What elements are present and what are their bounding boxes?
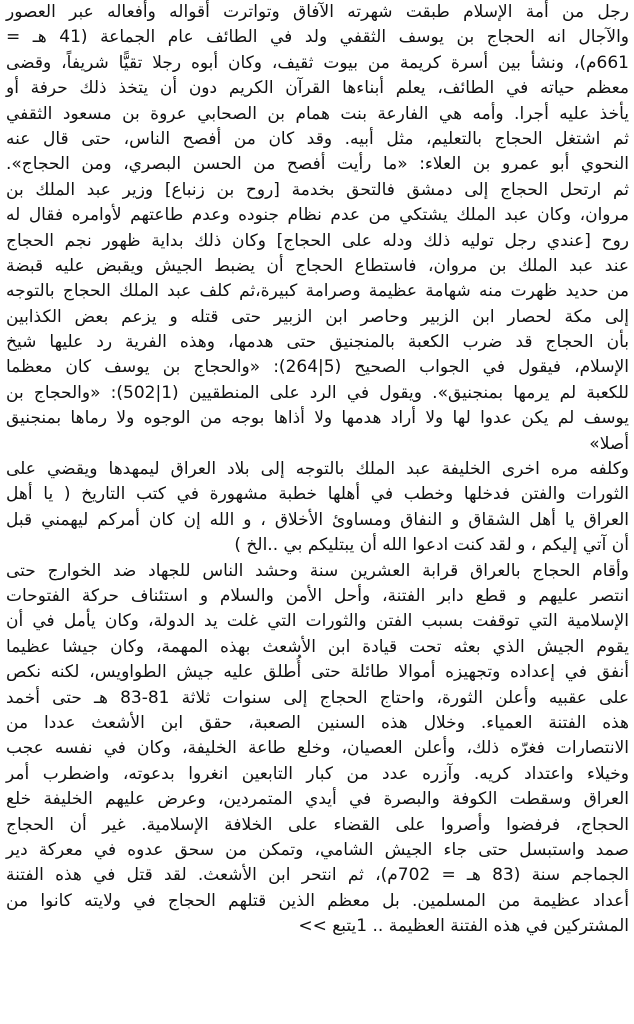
- text-line: الجماجم سنة (83 هـ = 702م)، ثم انتحر ابن الأشعث. لقد قتل في هذه الفتنة: [6, 865, 630, 886]
- text-line: أصلا»: [589, 433, 629, 454]
- text-line: بأن الحجاج قد ضرب الكعبة بالمنجنيق حتى هدمها، وهذه الفرية رد عليها شيخ: [6, 332, 629, 353]
- text-line: للكعبة لم يرمها بمنجنيق». ويقول في الرد على المنطقيين (1|502): «والحجاج بن: [6, 382, 629, 403]
- text-line: من حديد ظهرت منه شهامة عظيمة وصرامة كبيرة،ثم كلف عبد الملك الحجاج بالتوجه: [6, 281, 629, 302]
- text-line: على عقبيه وأعلن الثورة، واحتاج الحجاج إلى سنوات ثلاثة 81-83 هـ حتى أخمد: [6, 687, 629, 708]
- text-line: وخيلاء واعتداد كريه. وآزره عدد من كبار التابعين انغروا بدعوته، واضطرب أمر: [6, 763, 629, 784]
- text-line: ثم اشتغل الحجاج بالتعليم، مثل أبيه. وقد كان من أفصح الناس، حتى قال عنه: [6, 128, 629, 149]
- text-line: ثم ارتحل الحجاج إلى دمشق فالتحق بخدمة [روح بن زنباع] وزير عبد الملك بن: [6, 179, 629, 200]
- paragraph-rebellion: [6, 559, 629, 940]
- text-line: الإسلامية التي توقفت بسبب الفتن والثورات التي غلت يد الدولة، وكان يأمل في أن: [6, 611, 629, 632]
- text-line: يقوم الجيش الذي بعثه تحت قيادة ابن الأشعث بهذه المهمة، وكان جيشا عظيما: [6, 636, 629, 657]
- text-line: الحجاج، فرفضوا وأصروا على القضاء على الخلافة الإسلامية. غير أن الحجاج: [6, 814, 629, 835]
- text-line: المشتركين في هذه الفتنة العظيمة .. 1يتبع >>: [298, 916, 629, 937]
- text-line: العراق وسقطت الكوفة والبصرة في أيدي المتمردين، وعرض عليهم الخليفة خلع: [6, 789, 629, 810]
- text-line: معظم حياته في الطائف، يعلم أبناءها القرآن الكريم دون أن يتخذ ذلك حرفة أو: [6, 78, 629, 99]
- text-line: مروان، وكان عبد الملك يشتكي من عدم نظام جنوده وعدم طاعتهم لأوامره فقال له: [6, 205, 629, 226]
- text-line: رجل من أمة الإسلام طبقت شهرته الآفاق وتواترت أقواله وأفعاله عبر العصور: [6, 2, 629, 22]
- text-line: إلى مكة لحصار ابن الزبير وحاصر ابن الزبير حتى قتله و يزعم بعض الكذابين: [6, 306, 629, 327]
- text-line: والآجال انه الحجاج بن يوسف الثقفي ولد في الطائف عام الجماعة (41 هـ =: [6, 27, 630, 48]
- text-line: الثورات والفتن فدخلها وخطب في أهلها خطبة مشهورة في كتب التاريخ ( يا أهل: [6, 484, 629, 505]
- text-line: أعداد عظيمة من المسلمين. بل معظم الذين قتلهم الحجاج في ولايته كانوا من: [6, 890, 629, 911]
- text-line: يوسف لم يكن عدوا لها ولا أراد هدمها ولا أذاها بوجه من الوجوه ولا رماها بمنجنيق: [6, 408, 629, 429]
- text-line: روح [عندي رجل توليه ذلك ودله على الحجاج] وكان ذلك بداية ظهور نجم الحجاج: [6, 230, 629, 251]
- text-line: الانتصارات فغرّه ذلك، وأعلن العصيان، وخلع طاعة الخليفة، وكان في نفسه عجب: [6, 738, 629, 759]
- text-line: صمد واستبسل حتى جاء الجيش الشامي، وتمكن من سحق عدوه في معركة دير: [6, 839, 629, 860]
- text-line: 661م)، ونشأ بين أسرة كريمة من بيوت ثقيف، وكان أبوه رجلا تقيًّا شريفاً، وقضى: [6, 52, 629, 73]
- text-line: النحوي أبو عمرو بن العلاء: «ما رأيت أفصح من الحسن البصري، ومن الحجاج».: [6, 154, 629, 175]
- text-line: العراق يا أهل الشقاق و النفاق ومساوئ الأخلاق ، و الله إن كان أمركم ليهمني قبل: [6, 509, 629, 530]
- text-line: وكلفه مره اخرى الخليفة عبد الملك بالتوجه إلى بلاد العراق ليمهدها ويقضي على: [6, 459, 629, 480]
- text-line: وأقام الحجاج بالعراق قرابة العشرين سنة وحشد الناس للجهاد ضد الخوارج حتى: [6, 560, 629, 581]
- paragraph-iraq: [6, 457, 629, 559]
- text-line: انتصر عليهم و قطع دابر الفتنة، وأحل الأمن والسلام و استئناف حركة الفتوحات: [6, 585, 629, 606]
- text-line: الإسلام، فيقول في الجواب الصحيح (5|264): «والحجاج بن يوسف كان معظما: [6, 357, 629, 378]
- paragraph-intro: [6, 0, 629, 457]
- text-line: يأخذ عليه أجرا. وأمه هي الفارعة بنت همام بن الصحابي عروة بن مسعود الثقفي: [6, 103, 629, 124]
- text-line: أنفق في إعداده وتجهيزه أموالا طائلة حتى أُطلق عليه جيش الطواويس، لكنه نكص: [6, 662, 629, 683]
- text-line: أن آتي إليكم ، و لقد كنت ادعوا الله أن يبتليكم بي ..الخ ): [234, 535, 629, 556]
- text-line: هذه الفتنة العمياء. وخلال هذه السنين الصعبة، حقق ابن الأشعث عددا من: [6, 712, 629, 733]
- text-line: عند عبد الملك بن مروان، فاستطاع الحجاج أن يضبط الجيش ويقبض عليه قبضة: [6, 255, 629, 276]
